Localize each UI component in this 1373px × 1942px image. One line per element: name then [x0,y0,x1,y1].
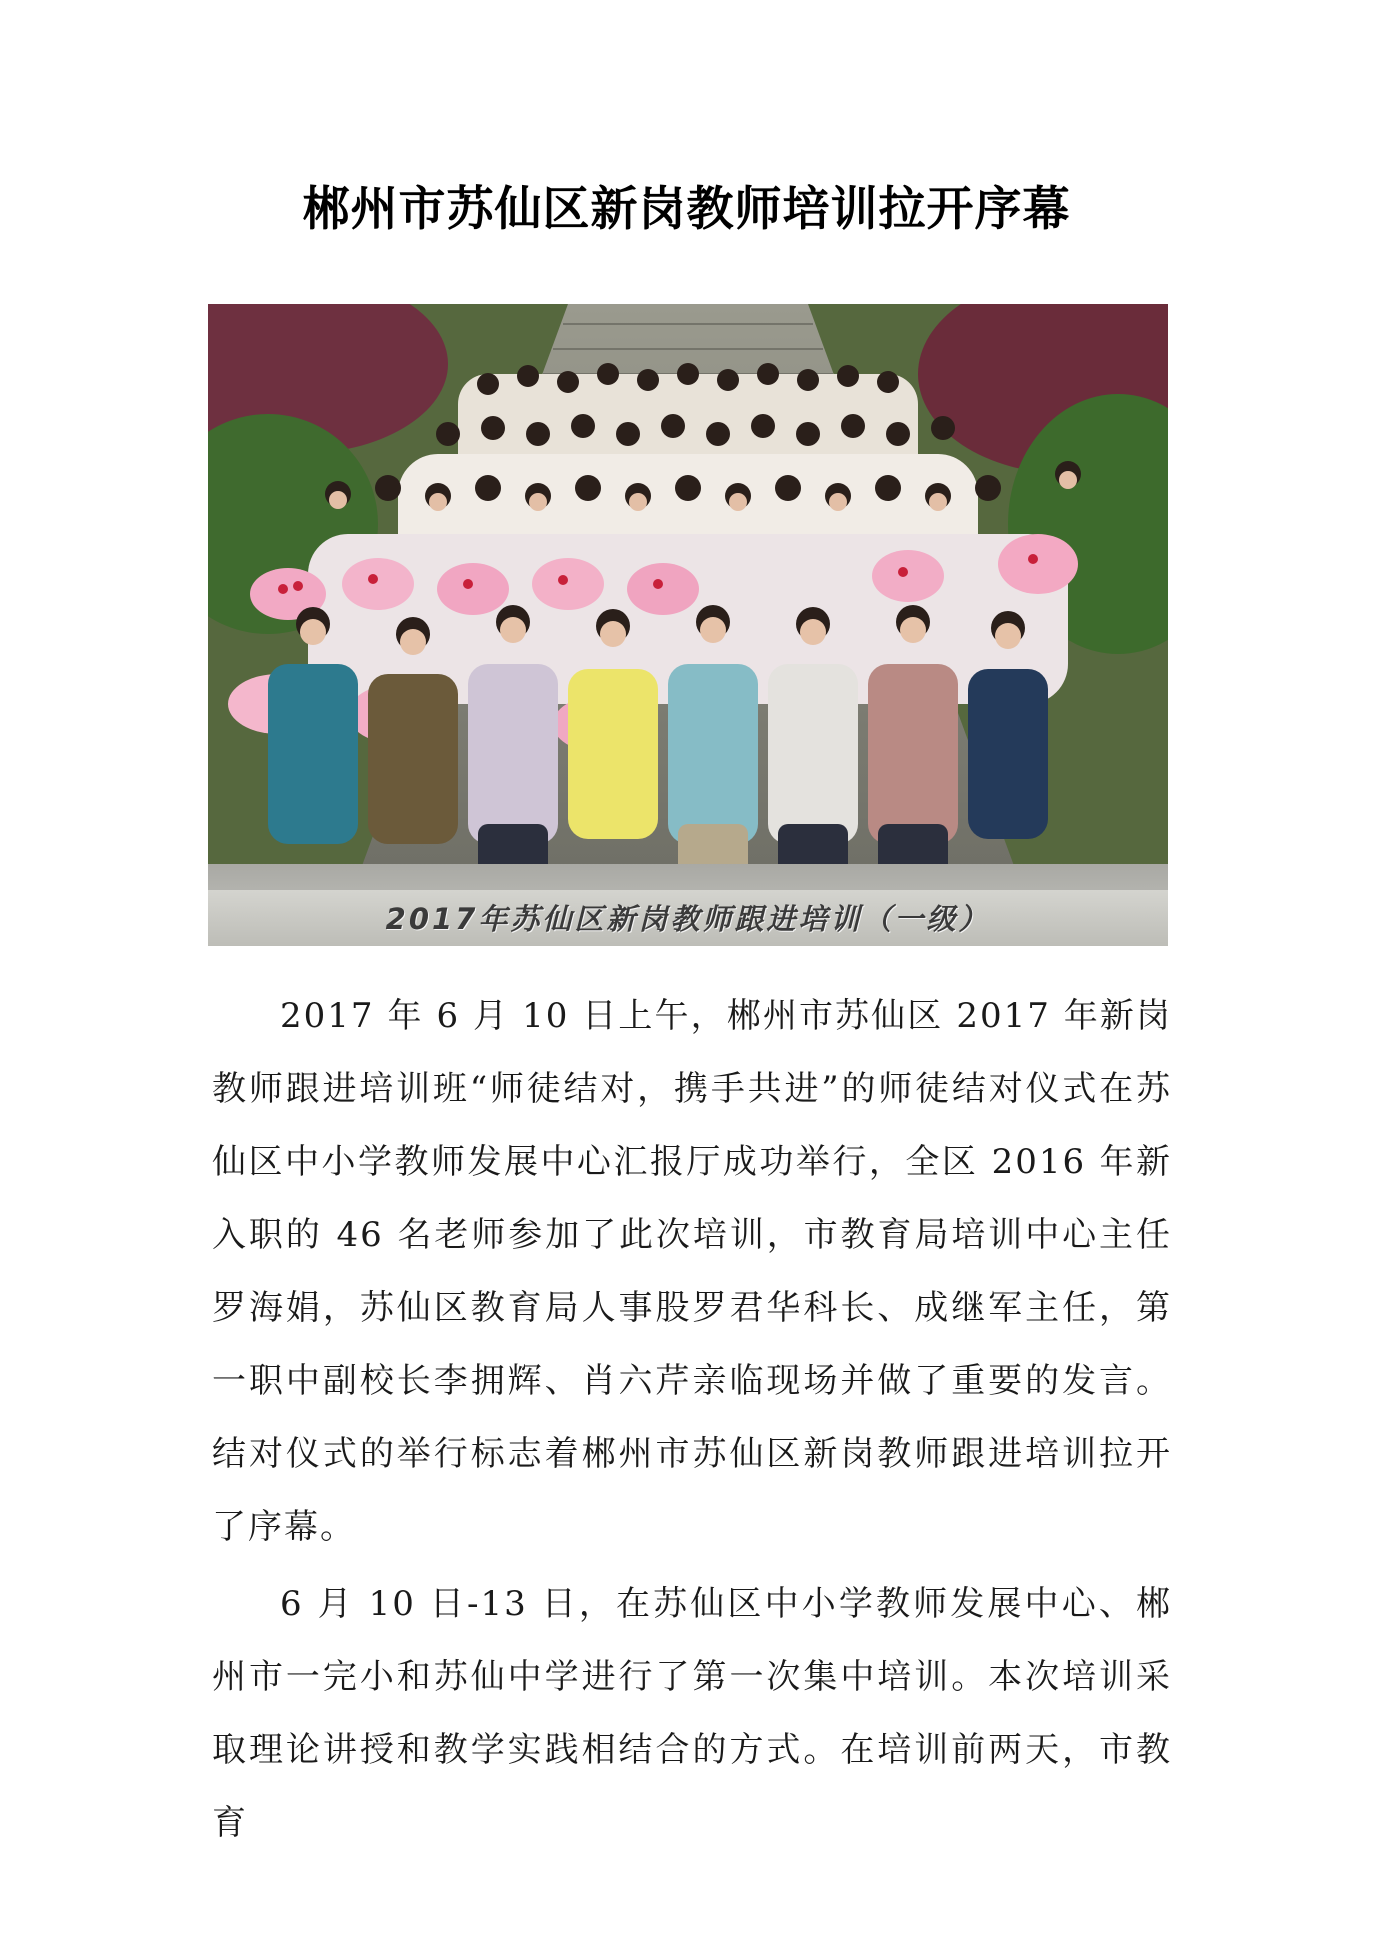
article-body [212,980,1172,1864]
photo-caption: 2017年苏仙区新岗教师跟进培训（一级） [385,902,991,936]
document-title: 郴州市苏仙区新岗教师培训拉开序幕 [302,182,1071,237]
group-photo [208,304,1168,946]
paragraph: 2017 年 6 月 10 日上午，郴州市苏仙区 2017 年新岗教师跟进培训班“师徒结对，携手共进”的师徒结对仪式在苏仙区中小学教师发展中心汇报厅成功举行，全区 2016 年新入职的 46 名老师参加了此次培训，市教育局培训中心主任罗海娟，苏仙区教育局人事股罗君华科长、成继军主任，第一职中副校长李拥辉、肖六芹亲临现场并做了重要的发言。结对仪式的举行标志着郴州市苏仙区新岗教师跟进培训拉开了序幕。 [212,996,1172,1547]
group-photo-image [208,304,1168,946]
paragraph: 6 月 10 日-13 日，在苏仙区中小学教师发展中心、郴州市一完小和苏仙中学进行了第一次集中培训。本次培训采取理论讲授和教学实践相结合的方式。在培训前两天，市教育 [212,1584,1172,1843]
